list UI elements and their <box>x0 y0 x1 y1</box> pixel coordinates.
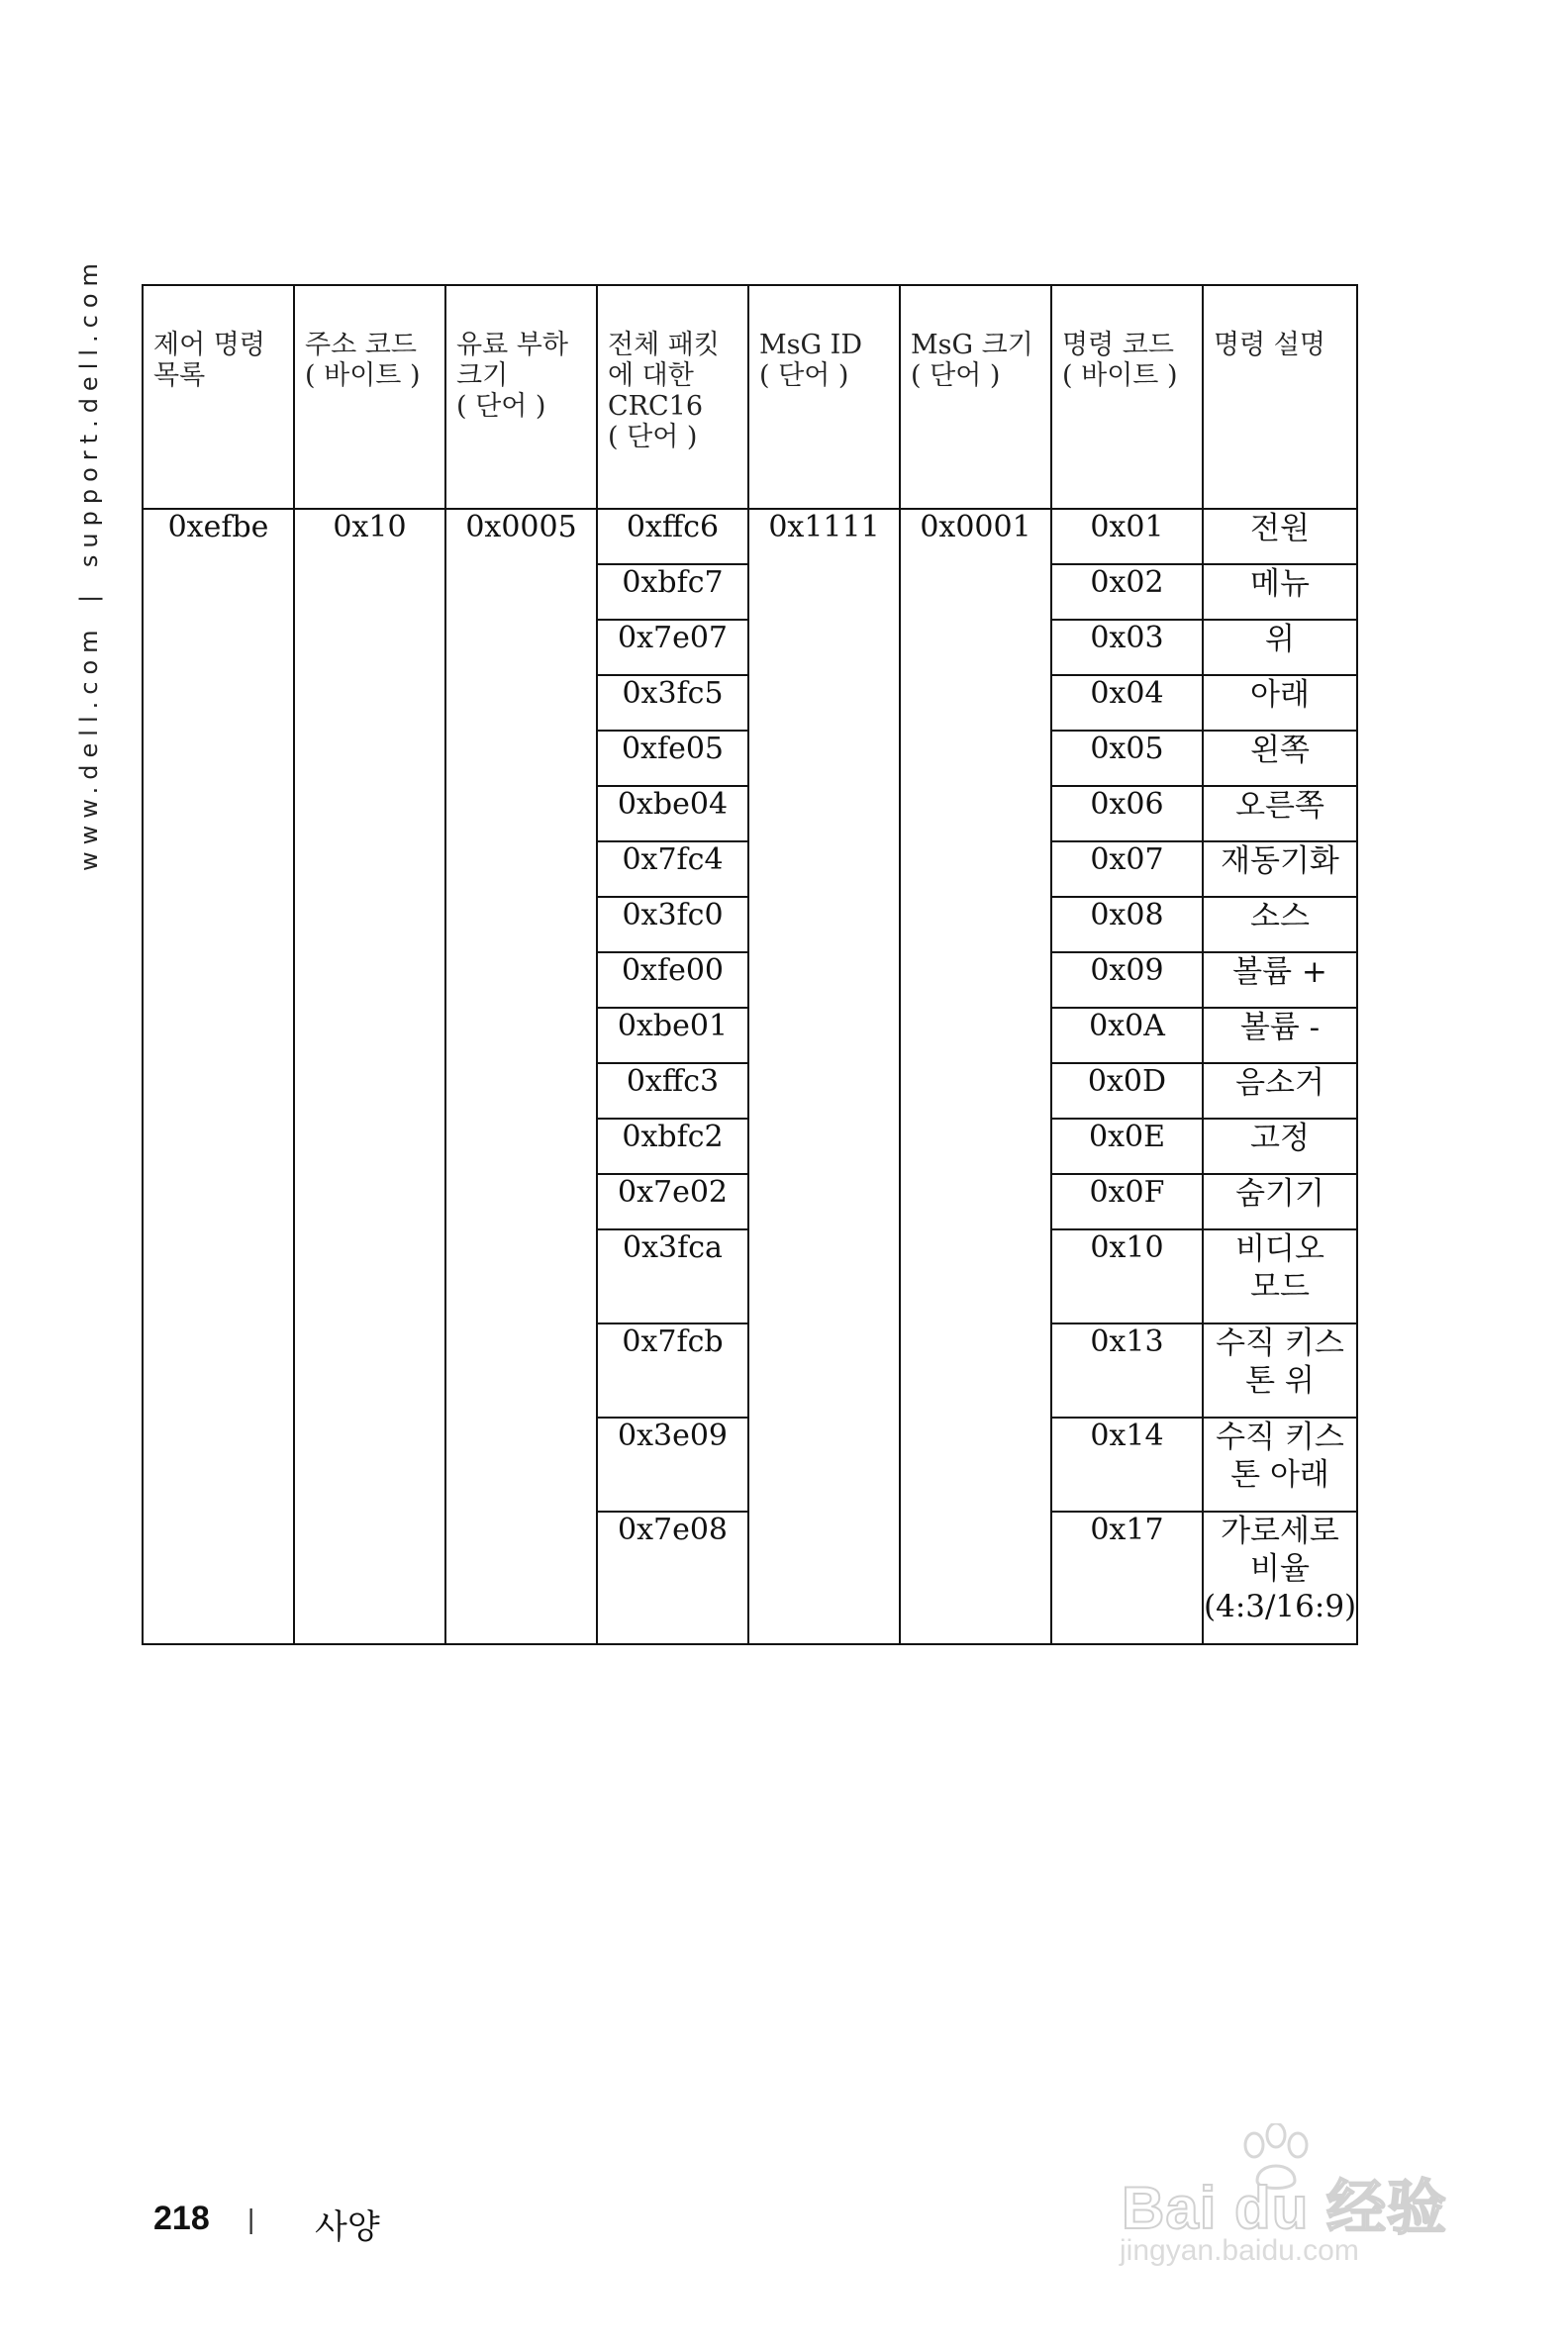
command-desc-line: 전원 <box>1250 511 1310 546</box>
command-code-cell: 0x04 <box>1051 675 1203 731</box>
header-line: 목록 <box>153 360 206 391</box>
command-desc-line: 가로세로 <box>1221 1514 1339 1549</box>
payload-size-cell: 0x0005 <box>445 509 597 1644</box>
command-desc-cell <box>1203 564 1357 620</box>
command-desc-cell <box>1203 1418 1357 1512</box>
command-code-cell: 0x03 <box>1051 620 1203 675</box>
header-line: 에 대한 <box>608 360 694 391</box>
command-desc-line: 소스 <box>1250 899 1310 934</box>
command-desc-cell <box>1203 1229 1357 1323</box>
command-code-cell: 0x05 <box>1051 731 1203 786</box>
watermark-url: jingyan.baidu.com <box>1120 2234 1359 2267</box>
footer-separator: | <box>247 2204 255 2234</box>
address-code-cell: 0x10 <box>294 509 445 1644</box>
command-desc-line: 오른쪽 <box>1235 788 1324 824</box>
command-code-cell: 0x06 <box>1051 786 1203 841</box>
crc-cell: 0xbe01 <box>597 1008 748 1063</box>
command-code-cell: 0x09 <box>1051 952 1203 1008</box>
command-desc-cell <box>1203 786 1357 841</box>
crc-cell: 0xfe00 <box>597 952 748 1008</box>
command-desc-line: 볼륨 + <box>1232 954 1327 990</box>
command-desc-line: 볼륨 - <box>1239 1010 1321 1045</box>
command-desc-cell <box>1203 897 1357 952</box>
command-desc-cell <box>1203 509 1357 564</box>
crc-cell: 0xbe04 <box>597 786 748 841</box>
command-desc-line: 아래 <box>1250 677 1310 713</box>
command-code-cell: 0x0A <box>1051 1008 1203 1063</box>
header-line: 유료 부하 <box>456 330 568 360</box>
crc-cell: 0x7e07 <box>597 620 748 675</box>
command-code-cell: 0x17 <box>1051 1512 1203 1644</box>
table-body <box>143 509 1357 1644</box>
header-cell <box>748 285 900 509</box>
header-line: MsG 크기 <box>911 330 1033 360</box>
header-line: CRC16 <box>608 391 704 422</box>
msg-size-cell: 0x0001 <box>900 509 1051 1644</box>
command-code-cell: 0x0E <box>1051 1119 1203 1174</box>
header-cell <box>1203 285 1357 509</box>
command-desc-line: 톤 아래 <box>1230 1457 1329 1493</box>
header-line: 주소 코드 <box>305 330 417 360</box>
side-url <box>75 256 103 871</box>
header-line: 전체 패킷 <box>608 330 720 360</box>
command-desc-line: 메뉴 <box>1250 566 1310 602</box>
command-desc-cell <box>1203 1119 1357 1174</box>
header-line: ( 단어 ) <box>759 360 849 391</box>
command-desc-line: 위 <box>1265 622 1295 657</box>
header-cell <box>143 285 294 509</box>
command-desc-line: 고정 <box>1250 1121 1310 1156</box>
command-desc-line: 재동기화 <box>1221 843 1339 879</box>
header-line: ( 단어 ) <box>911 360 1001 391</box>
command-desc-cell <box>1203 1063 1357 1119</box>
command-code-cell: 0x10 <box>1051 1229 1203 1323</box>
crc-cell: 0x7e08 <box>597 1512 748 1644</box>
command-desc-line: 모드 <box>1250 1269 1310 1305</box>
crc-cell: 0x3fc5 <box>597 675 748 731</box>
header-cell <box>597 285 748 509</box>
command-desc-cell <box>1203 841 1357 897</box>
command-table <box>142 284 1358 1645</box>
command-desc-cell <box>1203 675 1357 731</box>
command-desc-line: 수직 키스 <box>1216 1420 1344 1455</box>
command-desc-line: 비율 <box>1250 1551 1310 1587</box>
header-cell <box>445 285 597 509</box>
header-line: 제어 명령 <box>153 330 265 360</box>
command-desc-line: 비디오 <box>1235 1231 1324 1267</box>
side-url-separator: | <box>75 587 103 603</box>
command-desc-line: (4:3/16:9) <box>1204 1589 1357 1624</box>
command-desc-cell <box>1203 1323 1357 1418</box>
command-code-cell: 0x02 <box>1051 564 1203 620</box>
command-code-cell: 0x01 <box>1051 509 1203 564</box>
header-line: ( 단어 ) <box>456 391 546 422</box>
watermark <box>1114 2123 1470 2272</box>
msg-id-cell: 0x1111 <box>748 509 900 1644</box>
command-desc-line: 수직 키스 <box>1216 1325 1344 1361</box>
command-desc-line: 톤 위 <box>1245 1363 1315 1399</box>
header-line: 명령 코드 <box>1062 330 1174 360</box>
crc-cell: 0x3e09 <box>597 1418 748 1512</box>
command-desc-cell <box>1203 1174 1357 1229</box>
command-desc-cell <box>1203 620 1357 675</box>
control-command-cell: 0xefbe <box>143 509 294 1644</box>
command-desc-line: 음소거 <box>1235 1065 1324 1101</box>
page-number: 218 <box>153 2200 210 2237</box>
crc-cell: 0x7e02 <box>597 1174 748 1229</box>
command-code-cell: 0x07 <box>1051 841 1203 897</box>
section-title: 사양 <box>315 2207 380 2247</box>
command-code-cell: 0x13 <box>1051 1323 1203 1418</box>
crc-cell: 0x3fca <box>597 1229 748 1323</box>
crc-cell: 0xffc3 <box>597 1063 748 1119</box>
header-cell <box>900 285 1051 509</box>
command-desc-line: 왼쪽 <box>1250 733 1310 768</box>
header-line: 크기 <box>456 360 509 391</box>
header-line: MsG ID <box>759 330 862 360</box>
header-cell <box>294 285 445 509</box>
header-line: ( 바이트 ) <box>305 360 421 391</box>
command-desc-cell <box>1203 731 1357 786</box>
command-desc-cell <box>1203 952 1357 1008</box>
watermark-brand: Bai du 经验 <box>1122 2175 1448 2241</box>
command-desc-line: 숨기기 <box>1235 1176 1324 1212</box>
crc-cell: 0x7fcb <box>597 1323 748 1418</box>
crc-cell: 0x3fc0 <box>597 897 748 952</box>
crc-cell: 0x7fc4 <box>597 841 748 897</box>
header-line: 명령 설명 <box>1214 330 1325 360</box>
crc-cell: 0xbfc2 <box>597 1119 748 1174</box>
command-code-cell: 0x08 <box>1051 897 1203 952</box>
header-cell <box>1051 285 1203 509</box>
command-code-cell: 0x0F <box>1051 1174 1203 1229</box>
crc-cell: 0xffc6 <box>597 509 748 564</box>
header-line: ( 단어 ) <box>608 422 698 452</box>
side-url-left[interactable]: www.dell.com <box>75 623 103 871</box>
table-row <box>143 509 1357 564</box>
side-url-right[interactable]: support.dell.com <box>75 256 103 568</box>
crc-cell: 0xfe05 <box>597 731 748 786</box>
command-desc-cell <box>1203 1512 1357 1644</box>
command-desc-cell <box>1203 1008 1357 1063</box>
table-header-row <box>143 285 1357 509</box>
header-line: ( 바이트 ) <box>1062 360 1178 391</box>
command-code-cell: 0x14 <box>1051 1418 1203 1512</box>
command-code-cell: 0x0D <box>1051 1063 1203 1119</box>
crc-cell: 0xbfc7 <box>597 564 748 620</box>
